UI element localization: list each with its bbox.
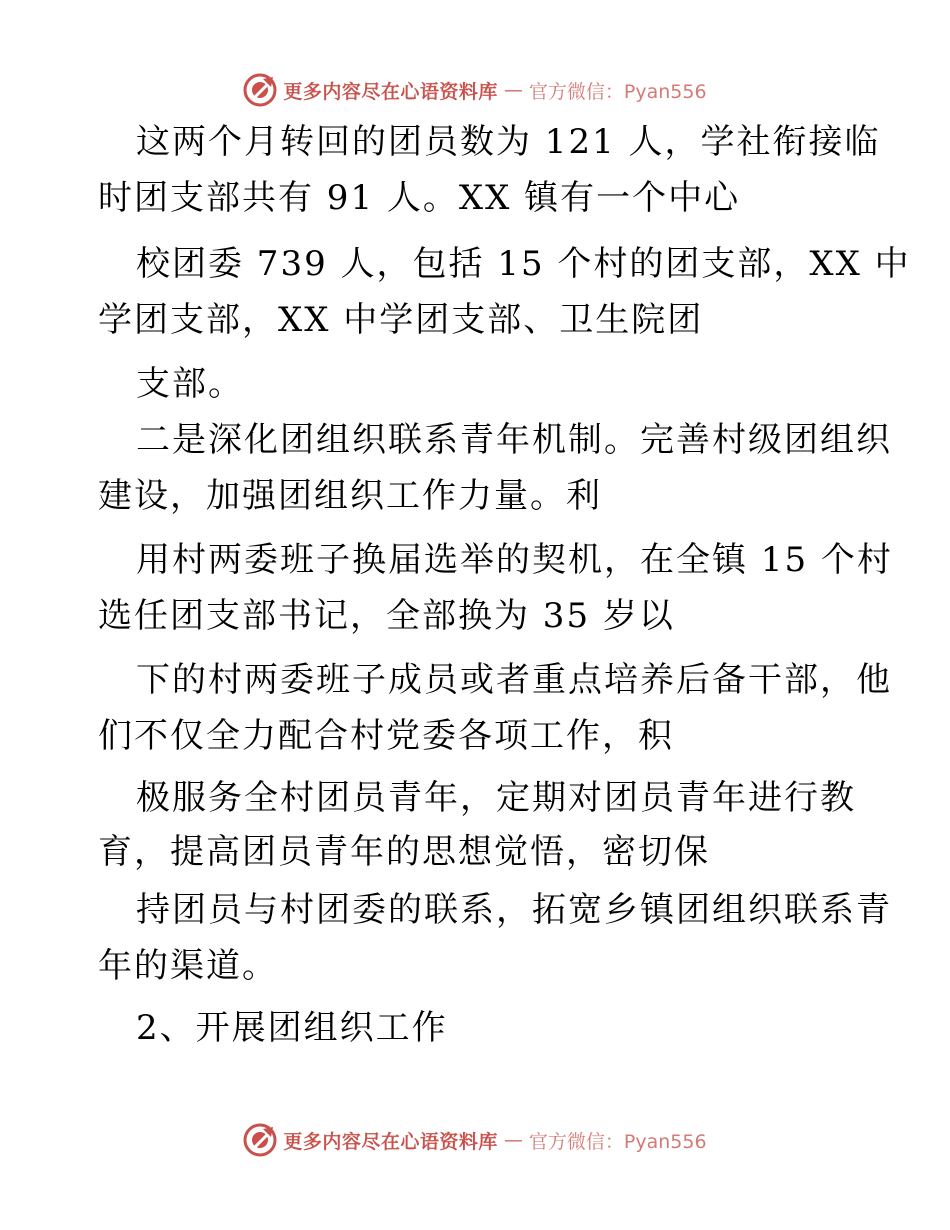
- text-line: 们不仅全力配合村党委各项工作，积: [98, 716, 674, 756]
- text-line: 学团支部，XX 中学团支部、卫生院团: [98, 300, 704, 340]
- text-line: 用村两委班子换届选举的契机，在全镇 15 个村: [136, 540, 893, 580]
- watermark-wechat: 官方微信：Pyan556: [528, 80, 707, 103]
- logo-icon: [243, 1123, 277, 1157]
- text-line: 选任团支部书记，全部换为 35 岁以: [98, 596, 675, 636]
- watermark-wechat: 官方微信：Pyan556: [528, 1130, 707, 1153]
- text-line: 年的渠道。: [98, 946, 278, 986]
- text-line: 校团委 739 人，包括 15 个村的团支部，XX 中: [136, 244, 911, 284]
- text-line: 2、开展团组织工作: [136, 1008, 448, 1048]
- text-line: 育，提高团员青年的思想觉悟，密切保: [98, 832, 710, 872]
- text-line: 持团员与村团委的联系，拓宽乡镇团组织联系青: [136, 890, 892, 930]
- watermark-separator: —: [503, 1129, 523, 1151]
- text-line: 下的村两委班子成员或者重点培养后备干部，他: [136, 660, 892, 700]
- text-line: 时团支部共有 91 人。XX 镇有一个中心: [98, 178, 741, 218]
- text-line: 极服务全村团员青年，定期对团员青年进行教: [136, 778, 856, 818]
- header-watermark: [0, 70, 950, 110]
- text-line: 二是深化团组织联系青年机制。完善村级团组织: [136, 420, 892, 460]
- watermark-brand: 更多内容尽在心语资料库: [283, 80, 498, 103]
- watermark-brand: 更多内容尽在心语资料库: [283, 1130, 498, 1153]
- footer-watermark: [0, 1120, 950, 1160]
- logo-icon: [243, 73, 277, 107]
- watermark-separator: —: [503, 79, 523, 101]
- text-line: 支部。: [136, 364, 244, 404]
- text-line: 建设，加强团组织工作力量。利: [98, 476, 602, 516]
- text-line: 这两个月转回的团员数为 121 人，学社衔接临: [136, 122, 881, 162]
